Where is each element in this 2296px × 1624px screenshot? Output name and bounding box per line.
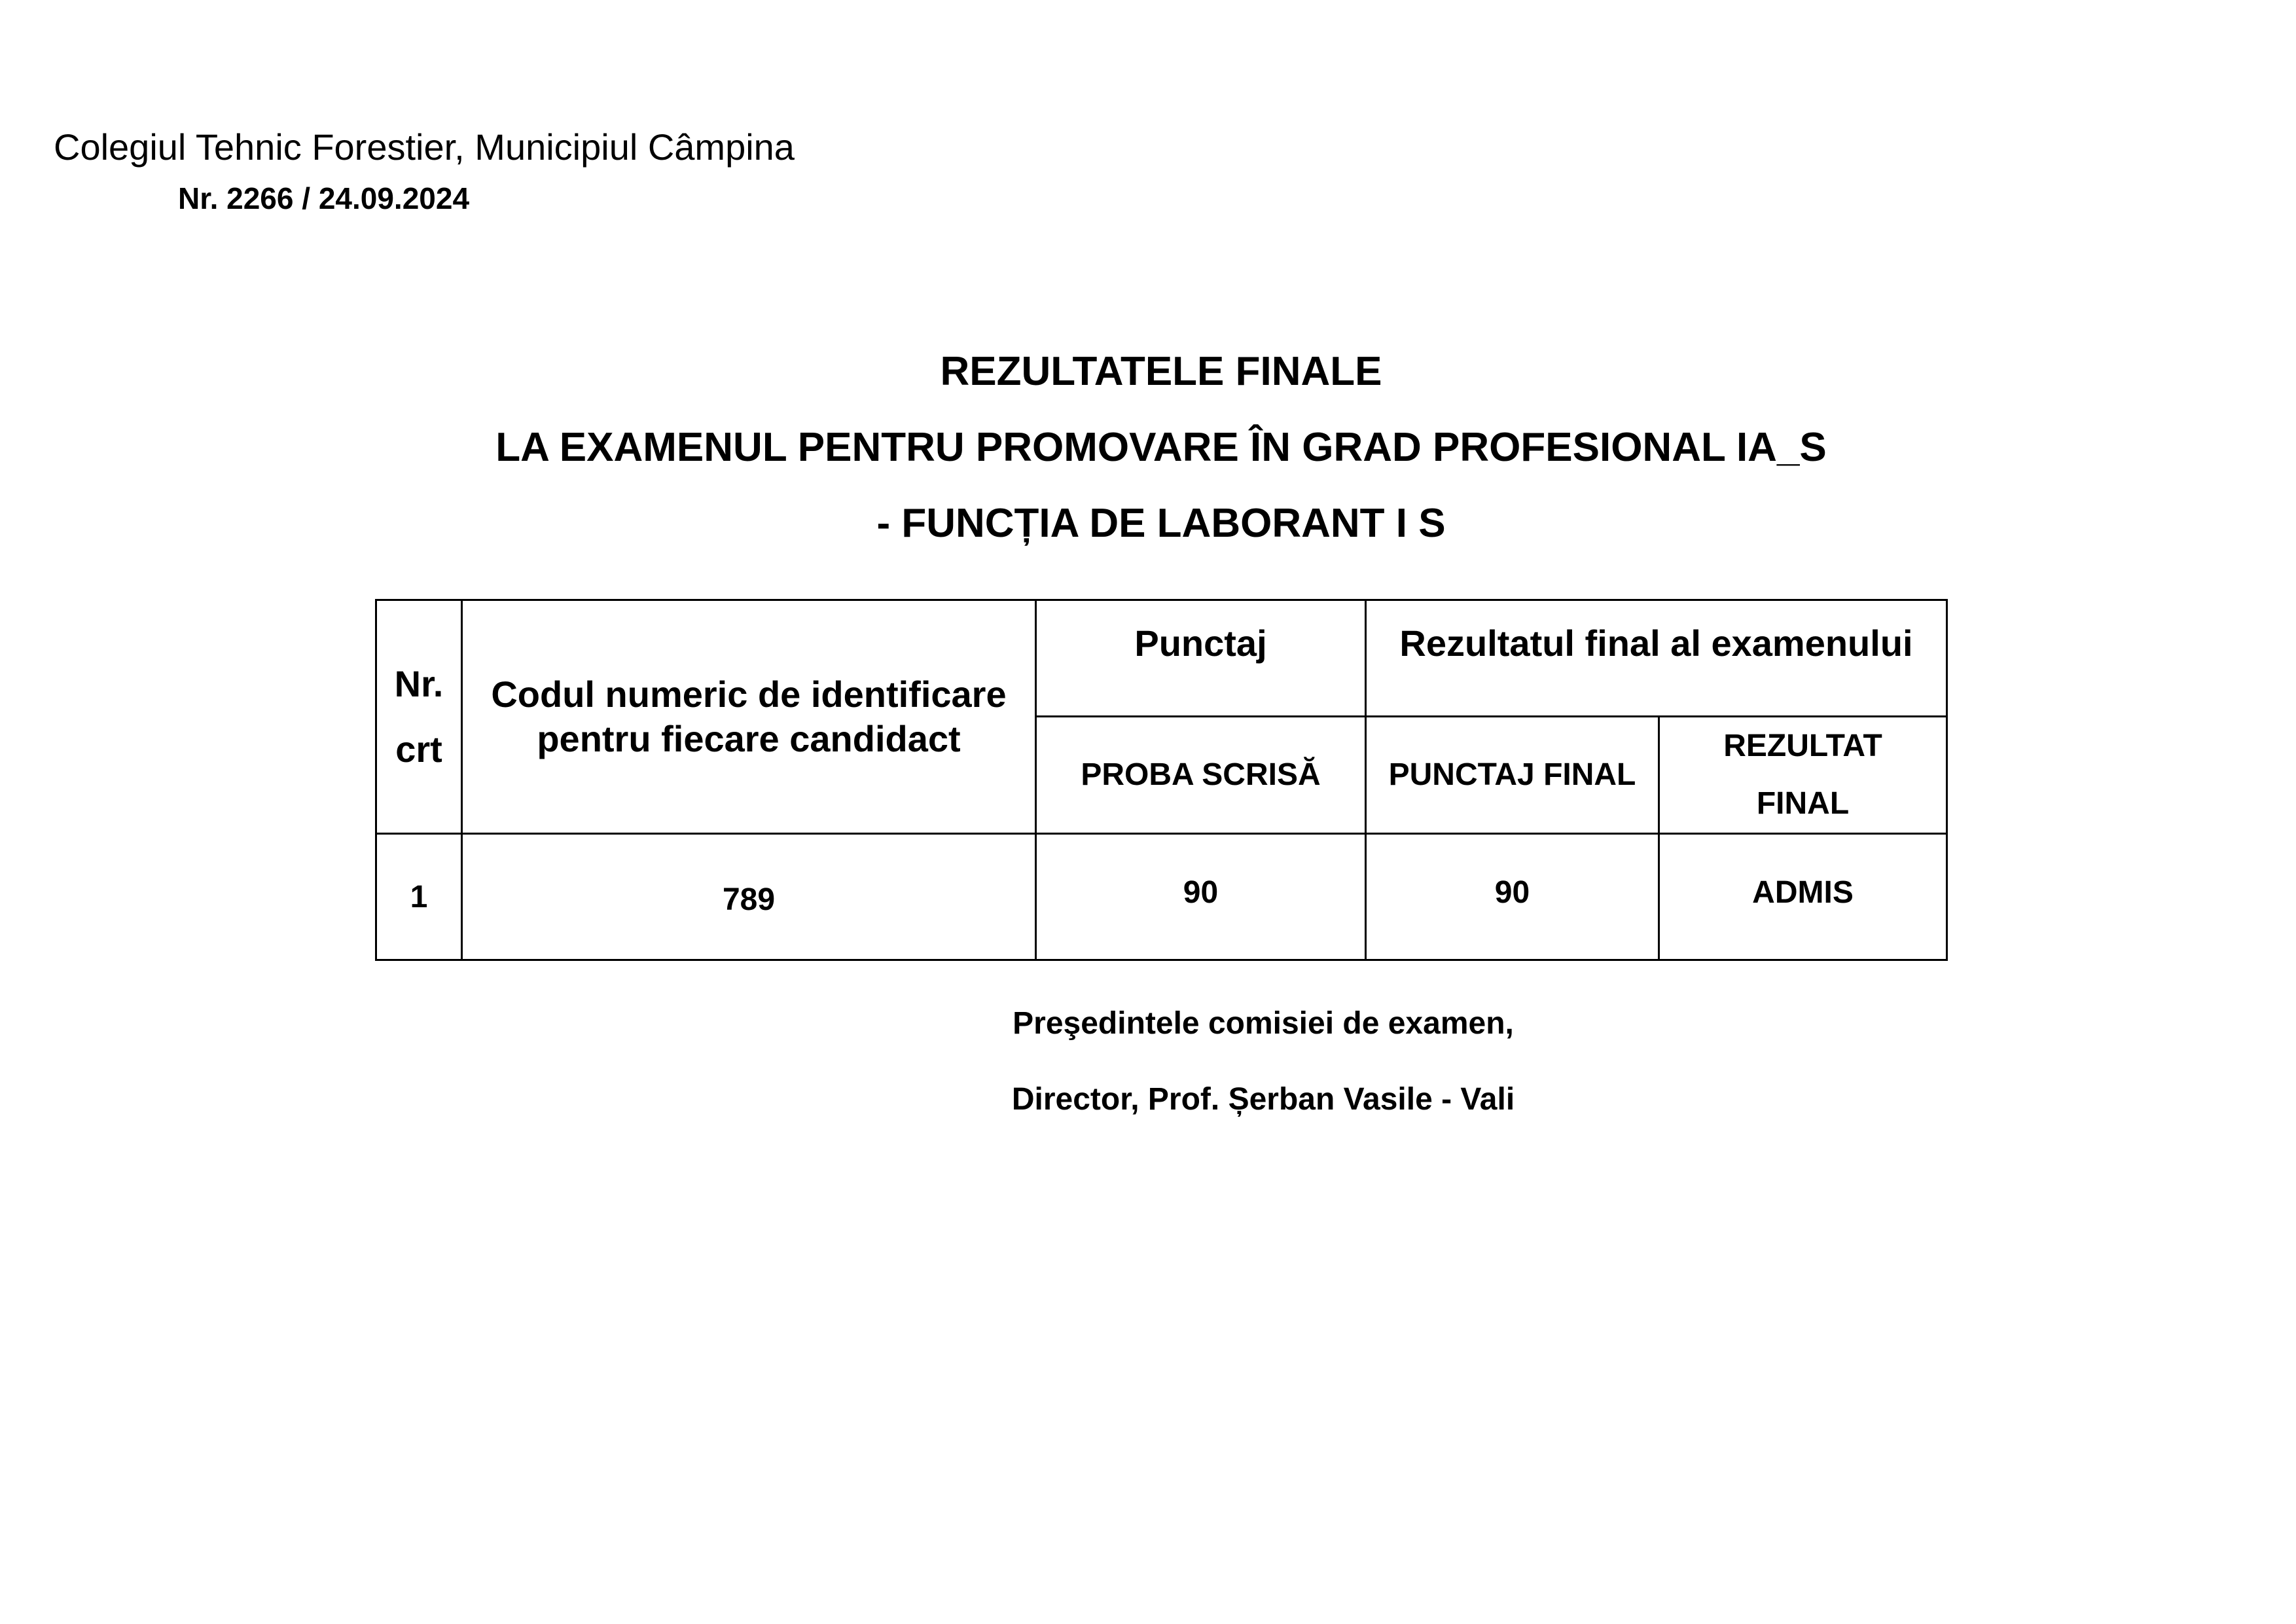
title-line-2: LA EXAMENUL PENTRU PROMOVARE ÎN GRAD PROFESIONAL IA_S xyxy=(495,425,1827,470)
header-nr-crt xyxy=(376,600,462,834)
header-punctaj: Punctaj xyxy=(1036,600,1366,717)
table-header-row-1 xyxy=(376,600,1947,717)
results-table xyxy=(375,599,1948,961)
table-row xyxy=(376,834,1947,960)
header-cod-line1: Codul numeric de identificare xyxy=(491,674,1007,715)
signature-role: Preşedintele comisiei de examen, xyxy=(1013,1006,1514,1041)
cell-rezultat: ADMIS xyxy=(1659,834,1947,960)
header-nr-crt-line1: Nr. xyxy=(394,663,444,704)
header-rezultat-final xyxy=(1659,717,1947,834)
header-rezultatul-final: Rezultatul final al examenului xyxy=(1366,600,1947,717)
signature-name: Director, Prof. Șerban Vasile - Vali xyxy=(1011,1082,1515,1117)
document-title xyxy=(0,334,2296,562)
title-line-1: REZULTATELE FINALE xyxy=(940,349,1382,394)
signature-block xyxy=(825,1000,1702,1152)
header-nr-crt-line2: crt xyxy=(395,729,442,770)
header-rezultat-final-line1: REZULTAT xyxy=(1723,729,1882,763)
header-cod-numeric xyxy=(462,600,1036,834)
header-rezultat-final-line2: FINAL xyxy=(1756,786,1850,821)
header-punctaj-final: PUNCTAJ FINAL xyxy=(1366,717,1659,834)
institution-name: Colegiul Tehnic Forestier, Municipiul Câmpina xyxy=(54,126,795,168)
header-proba-scrisa: PROBA SCRISĂ xyxy=(1036,717,1366,834)
cell-punctaj-final: 90 xyxy=(1366,834,1659,960)
document-number: Nr. 2266 / 24.09.2024 xyxy=(178,181,470,215)
title-line-3: - FUNCȚIA DE LABORANT I S xyxy=(876,501,1446,546)
cell-cod: 789 xyxy=(462,834,1036,960)
cell-proba-scrisa: 90 xyxy=(1036,834,1366,960)
header-cod-line2: pentru fiecare candidact xyxy=(537,718,961,759)
cell-nr: 1 xyxy=(376,834,462,960)
